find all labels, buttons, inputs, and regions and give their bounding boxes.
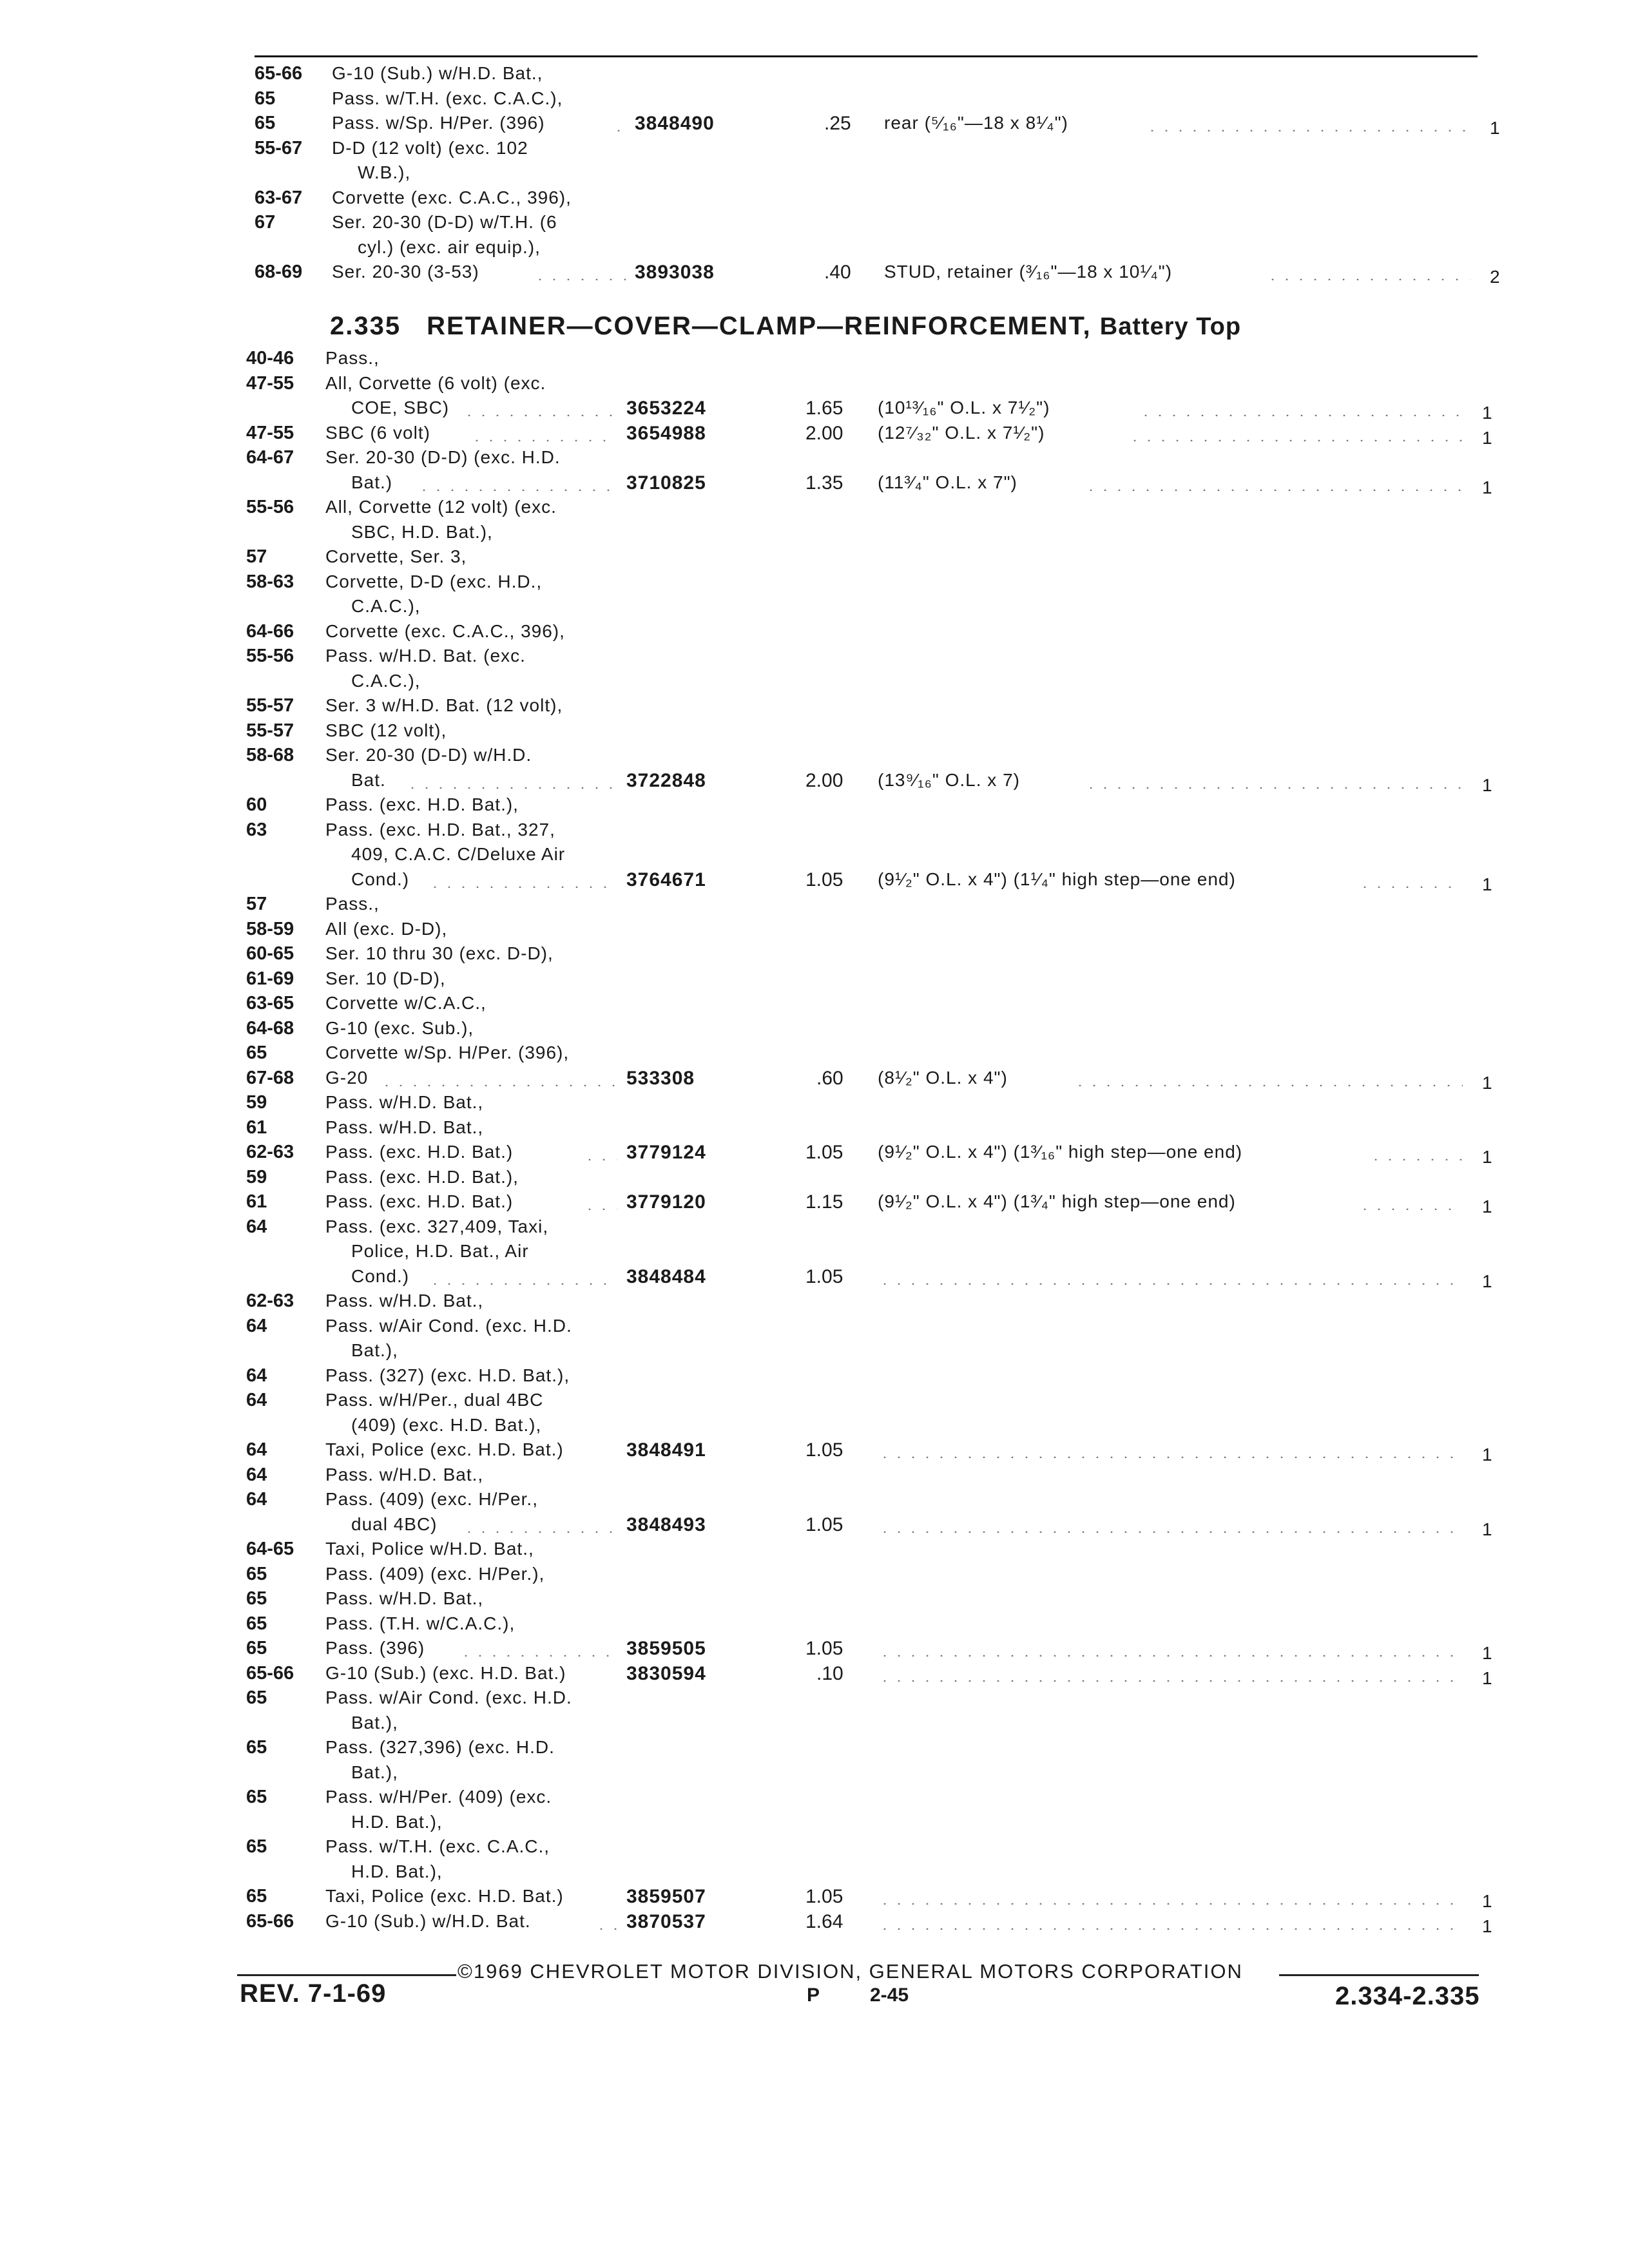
part-note: (13⁹⁄₁₆" O.L. x 7)	[878, 769, 1020, 790]
table-row	[0, 546, 1629, 570]
model-year: 59	[246, 1092, 267, 1113]
quantity: 1	[1482, 403, 1492, 423]
leader-dots	[878, 1903, 1463, 1905]
table-row	[0, 1787, 1629, 1810]
application-description: Bat.),	[351, 1712, 398, 1733]
table-row	[0, 794, 1629, 818]
model-year: 65	[246, 1687, 267, 1708]
application-description: All (exc. D-D),	[325, 918, 448, 939]
table-row	[0, 1911, 1629, 1934]
table-row	[0, 1663, 1629, 1686]
leader-dots	[878, 1283, 1463, 1285]
model-year: 67-68	[246, 1067, 294, 1088]
quantity: 1	[1482, 477, 1492, 497]
quantity: 1	[1482, 1271, 1492, 1291]
application-description: Bat.),	[351, 1762, 398, 1782]
table-row	[0, 1068, 1629, 1091]
model-year: 65	[246, 1043, 267, 1063]
table-row	[0, 646, 1629, 669]
leader-dots	[1358, 886, 1463, 888]
table-row	[0, 943, 1629, 966]
list-price: .40	[824, 262, 851, 283]
model-year: 63-67	[255, 187, 303, 208]
application-description: Corvette w/C.A.C.,	[325, 993, 487, 1013]
leader-dots	[878, 1655, 1463, 1657]
table-row	[0, 472, 1629, 495]
model-year: 64-67	[246, 447, 294, 468]
table-row	[0, 1737, 1629, 1760]
section-subtitle: Battery Top	[1099, 313, 1242, 340]
quantity: 1	[1482, 427, 1492, 448]
table-row	[0, 596, 1629, 619]
table-row	[0, 1415, 1629, 1438]
table-row	[0, 1886, 1629, 1909]
table-row	[0, 423, 1629, 446]
revision-date: REV. 7-1-69	[240, 1979, 387, 2008]
model-year: 63	[246, 819, 267, 840]
leader-dots	[1369, 1158, 1463, 1160]
model-year: 62-63	[246, 1142, 294, 1162]
part-number: 3893038	[635, 262, 715, 283]
part-note: (10¹³⁄₁₆" O.L. x 7¹⁄₂")	[878, 398, 1050, 418]
leader-dots	[405, 787, 617, 789]
application-description: Pass. w/H.D. Bat. (exc.	[325, 646, 526, 666]
leader-dots	[878, 1680, 1463, 1682]
table-row	[0, 869, 1629, 892]
leader-dots	[428, 1283, 617, 1285]
table-row	[0, 398, 1629, 421]
quantity: 1	[1482, 1667, 1492, 1688]
list-price: 2.00	[805, 422, 843, 444]
model-year: 60-65	[246, 943, 294, 964]
application-description: dual 4BC)	[351, 1514, 438, 1534]
application-description: Pass. w/H.D. Bat.,	[325, 1092, 484, 1112]
model-year: 47-55	[246, 422, 294, 443]
model-year: 65	[246, 1886, 267, 1907]
part-number: 3848491	[626, 1439, 706, 1461]
table-row	[0, 1687, 1629, 1711]
quantity: 1	[1482, 1891, 1492, 1911]
table-row	[0, 1638, 1629, 1661]
model-year: 61	[246, 1117, 267, 1138]
table-row	[0, 720, 1629, 744]
leader-dots	[1139, 414, 1463, 416]
model-year: 61	[246, 1191, 267, 1212]
model-year: 60	[246, 794, 267, 815]
quantity: 1	[1482, 774, 1492, 795]
application-description: All, Corvette (6 volt) (exc.	[325, 372, 546, 393]
model-year: 58-68	[246, 745, 294, 765]
part-number: 3764671	[626, 869, 706, 890]
table-row	[0, 1142, 1629, 1165]
application-description: Pass. w/H.D. Bat.,	[325, 1291, 484, 1311]
table-row	[0, 1465, 1629, 1488]
list-price: 1.05	[805, 869, 843, 890]
application-description: Ser. 3 w/H.D. Bat. (12 volt),	[325, 695, 563, 715]
model-year: 58-63	[246, 571, 294, 592]
table-row	[0, 1092, 1629, 1115]
list-price: 1.35	[805, 472, 843, 494]
list-price: 1.05	[805, 1514, 843, 1535]
model-year: 65	[246, 1787, 267, 1807]
table-row	[0, 919, 1629, 942]
model-year: 65	[246, 1638, 267, 1658]
application-description: Corvette, Ser. 3,	[325, 546, 467, 566]
part-number: 3654988	[626, 422, 706, 444]
leader-dots	[470, 439, 617, 441]
model-year: 61-69	[246, 968, 294, 989]
table-row	[0, 1266, 1629, 1289]
table-row	[0, 1291, 1629, 1314]
leader-dots	[583, 1208, 617, 1210]
application-description: Pass. w/H.D. Bat.,	[325, 1117, 484, 1137]
application-description: Taxi, Police (exc. H.D. Bat.)	[325, 1886, 564, 1906]
table-row	[0, 1390, 1629, 1413]
application-description: G-10 (Sub.) (exc. H.D. Bat.)	[325, 1662, 566, 1683]
part-number: 3722848	[626, 769, 706, 791]
part-number: 3653224	[626, 398, 706, 419]
application-description: Pass. w/H/Per. (409) (exc.	[325, 1787, 552, 1807]
section-reference: 2.334-2.335	[1335, 1982, 1480, 2010]
application-description: Pass. (exc. H.D. Bat., 327,	[325, 819, 555, 840]
table-row	[0, 1340, 1629, 1363]
table-row	[0, 1191, 1629, 1215]
quantity: 2	[1490, 267, 1500, 287]
application-description: cyl.) (exc. air equip.),	[358, 236, 541, 257]
application-description: Pass. (396)	[325, 1638, 425, 1658]
application-description: Corvette (exc. C.A.C., 396),	[332, 187, 572, 207]
model-year: 65-66	[246, 1910, 294, 1932]
model-year: 64	[246, 1365, 267, 1386]
table-row	[0, 373, 1629, 396]
list-price: 1.05	[805, 1886, 843, 1907]
model-year: 64	[246, 1464, 267, 1485]
model-year: 64	[246, 1390, 267, 1410]
list-price: 1.64	[805, 1910, 843, 1932]
application-description: 409, C.A.C. C/Deluxe Air	[351, 844, 566, 864]
table-row	[0, 1489, 1629, 1512]
application-description: Pass. w/H.D. Bat.,	[325, 1464, 484, 1485]
model-year: 65-66	[246, 1662, 294, 1684]
application-description: Bat.	[351, 769, 386, 790]
list-price: 2.00	[805, 769, 843, 791]
table-row	[0, 572, 1629, 595]
table-row	[0, 745, 1629, 768]
quantity: 1	[1482, 1519, 1492, 1539]
model-year: 65	[246, 1613, 267, 1634]
table-row	[0, 993, 1629, 1016]
model-year: 64	[246, 1315, 267, 1336]
application-description: H.D. Bat.),	[351, 1861, 443, 1881]
page-number: 2-45	[870, 1984, 909, 2006]
part-number: 3848490	[635, 113, 715, 134]
part-note: STUD, retainer (³⁄₁₆"—18 x 10¹⁄₄")	[884, 262, 1173, 282]
application-description: Ser. 20-30 (D-D) (exc. H.D.	[325, 447, 561, 467]
model-year: 64	[246, 1489, 267, 1510]
table-row	[0, 1365, 1629, 1389]
quantity: 1	[1482, 1445, 1492, 1465]
leader-dots	[428, 886, 617, 888]
leader-dots	[878, 1456, 1463, 1458]
quantity: 1	[1482, 1196, 1492, 1216]
leader-dots	[459, 1655, 618, 1657]
application-description: Pass.,	[325, 348, 380, 368]
application-description: Bat.),	[351, 1340, 398, 1360]
part-note: (12⁷⁄₃₂" O.L. x 7¹⁄₂")	[878, 422, 1045, 443]
application-description: Taxi, Police (exc. H.D. Bat.)	[325, 1439, 564, 1459]
model-year: 57	[246, 546, 267, 567]
application-description: Pass. w/Sp. H/Per. (396)	[332, 113, 545, 133]
list-price: 1.15	[805, 1191, 843, 1213]
part-number: 3779120	[626, 1191, 706, 1213]
model-year: 40-46	[246, 348, 294, 369]
application-description: COE, SBC)	[351, 398, 450, 418]
model-year: 65	[255, 113, 276, 133]
quantity: 1	[1482, 874, 1492, 894]
table-row	[0, 1762, 1629, 1785]
part-number: 3848493	[626, 1514, 706, 1535]
page-letter: P	[807, 1984, 820, 2006]
model-year: 64-66	[246, 620, 294, 642]
leader-dots	[878, 1928, 1463, 1930]
application-description: C.A.C.),	[351, 596, 421, 616]
application-description: Corvette (exc. C.A.C., 396),	[325, 620, 565, 641]
application-description: G-10 (Sub.) w/H.D. Bat.,	[332, 63, 543, 83]
model-year: 68-69	[255, 262, 303, 282]
table-row	[0, 695, 1629, 718]
table-row	[0, 770, 1629, 793]
application-description: Pass. w/T.H. (exc. C.A.C.),	[332, 88, 563, 108]
model-year: 55-57	[246, 695, 294, 716]
part-number: 533308	[626, 1067, 695, 1089]
application-description: Ser. 20-30 (3-53)	[332, 262, 479, 282]
table-row	[0, 1588, 1629, 1611]
model-year: 65	[246, 1836, 267, 1857]
model-year: 55-56	[246, 646, 294, 666]
application-description: SBC (6 volt)	[325, 422, 430, 443]
model-year: 47-55	[246, 372, 294, 394]
application-description: Pass. (exc. H.D. Bat.)	[325, 1142, 514, 1162]
application-description: Pass. (exc. H.D. Bat.),	[325, 794, 519, 814]
table-row	[0, 1812, 1629, 1835]
table-row	[0, 522, 1629, 545]
application-description: Pass. w/H/Per., dual 4BC	[325, 1390, 544, 1410]
leader-dots	[1084, 787, 1463, 789]
table-row	[0, 820, 1629, 843]
quantity: 1	[1482, 1147, 1492, 1167]
application-description: (409) (exc. H.D. Bat.),	[351, 1414, 542, 1435]
leader-dots	[583, 1158, 617, 1160]
list-price: 1.05	[805, 1265, 843, 1287]
application-description: G-10 (exc. Sub.),	[325, 1017, 474, 1038]
part-number: 3870537	[626, 1910, 706, 1932]
application-description: SBC, H.D. Bat.),	[351, 521, 493, 542]
table-row	[0, 621, 1629, 644]
list-price: 1.05	[805, 1142, 843, 1163]
application-description: Corvette, D-D (exc. H.D.,	[325, 571, 543, 591]
model-year: 64	[246, 1216, 267, 1237]
application-description: Pass. (exc. H.D. Bat.),	[325, 1166, 519, 1187]
application-description: Cond.)	[351, 1265, 410, 1286]
application-description: Ser. 20-30 (D-D) w/H.D.	[325, 745, 532, 765]
table-row	[0, 1539, 1629, 1562]
part-note: (11³⁄₄" O.L. x 7")	[878, 472, 1017, 492]
application-description: C.A.C.),	[351, 670, 421, 691]
table-row	[0, 1216, 1629, 1240]
application-description: SBC (12 volt),	[325, 720, 447, 740]
part-number: 3830594	[626, 1662, 706, 1684]
leader-dots	[462, 414, 618, 416]
list-price: 1.05	[805, 1638, 843, 1659]
application-description: All, Corvette (12 volt) (exc.	[325, 497, 557, 517]
footer-copyright: ©1969 CHEVROLET MOTOR DIVISION, GENERAL MOTORS CORPORATION	[458, 1960, 1243, 1983]
table-row	[0, 894, 1629, 917]
table-row	[0, 1117, 1629, 1140]
table-row	[0, 1836, 1629, 1860]
part-note: (9¹⁄₂" O.L. x 4") (1³⁄₄" high step—one end)	[878, 1191, 1236, 1211]
leader-dots	[380, 1084, 617, 1086]
model-year: 65-66	[255, 63, 303, 84]
list-price: .25	[824, 113, 851, 134]
application-description: Pass. (T.H. w/C.A.C.),	[325, 1613, 516, 1633]
application-description: G-10 (Sub.) w/H.D. Bat.	[325, 1910, 531, 1931]
model-year: 55-57	[246, 720, 294, 741]
section-title: RETAINER—COVER—CLAMP—REINFORCEMENT,	[427, 312, 1092, 340]
application-description: Corvette w/Sp. H/Per. (396),	[325, 1043, 570, 1062]
leader-dots	[1358, 1208, 1463, 1210]
application-description: Police, H.D. Bat., Air	[351, 1241, 529, 1261]
application-description: Ser. 10 (D-D),	[325, 968, 446, 988]
application-description: Pass. (327,396) (exc. H.D.	[325, 1737, 555, 1757]
application-description: H.D. Bat.),	[351, 1811, 443, 1832]
table-row	[0, 1018, 1629, 1041]
quantity: 1	[1490, 118, 1500, 138]
model-year: 64-65	[246, 1539, 294, 1559]
leader-dots	[1073, 1084, 1463, 1086]
leader-dots	[1128, 439, 1463, 441]
table-row	[0, 1564, 1629, 1587]
table-row	[0, 671, 1629, 694]
model-year: 63-65	[246, 993, 294, 1014]
application-description: G-20	[325, 1067, 369, 1088]
part-number: 3710825	[626, 472, 706, 494]
model-year: 62-63	[246, 1291, 294, 1311]
part-note: (8¹⁄₂" O.L. x 4")	[878, 1067, 1008, 1088]
model-year: 65	[255, 88, 276, 109]
application-description: Pass. (exc. 327,409, Taxi,	[325, 1216, 549, 1236]
leader-dots	[878, 1531, 1463, 1533]
model-year: 58-59	[246, 918, 294, 939]
part-number: 3859505	[626, 1638, 706, 1659]
quantity: 1	[1482, 1072, 1492, 1093]
table-row	[0, 1861, 1629, 1885]
table-row	[0, 1713, 1629, 1736]
model-year: 64-68	[246, 1017, 294, 1039]
part-number: 3859507	[626, 1886, 706, 1907]
quantity: 1	[1482, 1916, 1492, 1936]
application-description: Pass.,	[325, 894, 380, 914]
model-year: 67	[255, 212, 276, 233]
model-year: 64	[246, 1439, 267, 1460]
application-description: Taxi, Police w/H.D. Bat.,	[325, 1539, 534, 1559]
table-row	[0, 1043, 1629, 1066]
part-number: 3779124	[626, 1142, 706, 1163]
application-description: Ser. 10 thru 30 (exc. D-D),	[325, 943, 554, 963]
leader-dots	[417, 489, 618, 491]
table-row	[0, 1514, 1629, 1537]
model-year: 55-67	[255, 137, 303, 159]
part-number: 3848484	[626, 1265, 706, 1287]
application-description: D-D (12 volt) (exc. 102	[332, 137, 528, 158]
table-row	[0, 1167, 1629, 1190]
application-description: Pass. w/T.H. (exc. C.A.C.,	[325, 1836, 550, 1856]
table-row	[0, 348, 1629, 371]
list-price: .10	[816, 1662, 843, 1684]
application-description: Ser. 20-30 (D-D) w/T.H. (6	[332, 212, 557, 232]
application-description: Bat.)	[351, 472, 393, 492]
application-description: Pass. (exc. H.D. Bat.)	[325, 1191, 514, 1211]
list-price: .60	[816, 1067, 843, 1089]
application-description: Pass. w/Air Cond. (exc. H.D.	[325, 1687, 572, 1707]
list-price: 1.65	[805, 398, 843, 419]
list-price: 1.05	[805, 1439, 843, 1461]
leader-dots	[594, 1928, 618, 1930]
model-year: 59	[246, 1166, 267, 1187]
table-row	[0, 447, 1629, 470]
application-description: Pass. (327) (exc. H.D. Bat.),	[325, 1365, 570, 1385]
application-description: Pass. w/Air Cond. (exc. H.D.	[325, 1315, 572, 1336]
application-description: Pass. (409) (exc. H/Per.),	[325, 1563, 545, 1584]
application-description: Cond.)	[351, 869, 410, 889]
table-row	[0, 1439, 1629, 1463]
table-row	[0, 497, 1629, 520]
part-note: rear (⁵⁄₁₆"—18 x 8¹⁄₄")	[884, 113, 1068, 133]
leader-dots	[462, 1531, 618, 1533]
part-note: (9¹⁄₂" O.L. x 4") (1¹⁄₄" high step—one end)	[878, 869, 1236, 889]
quantity: 1	[1482, 1643, 1492, 1663]
model-year: 65	[246, 1737, 267, 1758]
leader-dots	[1084, 489, 1463, 491]
application-description: Pass. w/H.D. Bat.,	[325, 1588, 484, 1608]
model-year: 65	[246, 1563, 267, 1584]
section-number: 2.335	[330, 312, 401, 340]
table-row	[0, 1613, 1629, 1637]
application-description: Pass. (409) (exc. H/Per.,	[325, 1489, 538, 1509]
part-note: (9¹⁄₂" O.L. x 4") (1³⁄₁₆" high step—one end)	[878, 1142, 1243, 1162]
table-row	[0, 1241, 1629, 1264]
model-year: 55-56	[246, 497, 294, 517]
application-description: W.B.),	[358, 162, 411, 182]
table-row	[0, 844, 1629, 867]
model-year: 65	[246, 1588, 267, 1609]
model-year: 57	[246, 894, 267, 914]
table-row	[0, 1316, 1629, 1339]
table-row	[0, 968, 1629, 992]
